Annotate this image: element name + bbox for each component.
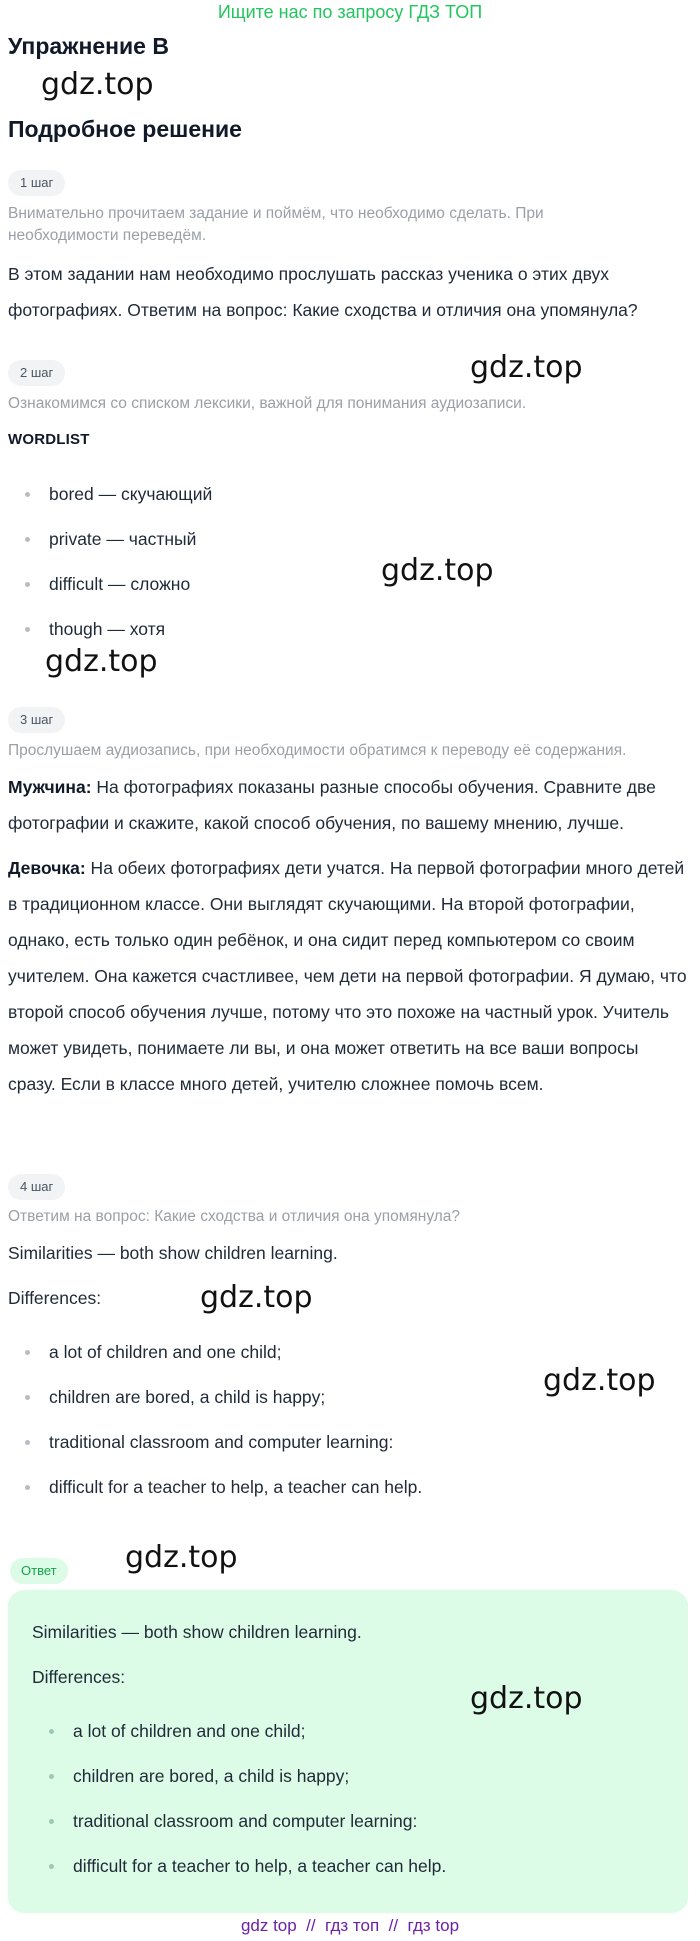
bullet-icon [25, 627, 30, 632]
man-line [8, 769, 688, 841]
search-banner[interactable]: Ищите нас по запросу ГДЗ ТОП [217, 2, 483, 22]
list-item [32, 1719, 632, 1764]
list-item [32, 1764, 632, 1809]
footer-links[interactable]: gdz top // гдз топ // гдз top [240, 1916, 460, 1935]
answer-similarities: Similarities — both show children learning. [32, 1622, 362, 1642]
bullet-icon [49, 1729, 54, 1734]
bullet-icon [25, 582, 30, 587]
list-item-text: children are bored, a child is happy; [49, 1387, 326, 1407]
bullet-icon [25, 1440, 30, 1445]
differences-list [8, 1340, 608, 1520]
list-item [8, 527, 608, 572]
similarities-text: Similarities — both show children learning. [8, 1243, 338, 1263]
answer-badge: Ответ [10, 1558, 68, 1584]
list-item [32, 1809, 632, 1854]
step-1-text: В этом задании нам необходимо прослушать рассказ ученика о этих двух фотографиях. Ответим на вопрос: Какие сходства и отличия она упомянула? [8, 264, 638, 320]
girl-line [8, 850, 688, 1102]
page-title: Упражнение B [8, 33, 169, 59]
watermark: gdz.top [470, 350, 583, 385]
word-difficult: difficult — сложно [49, 574, 191, 594]
answer-list [32, 1719, 632, 1899]
step-1-hint: Внимательно прочитаем задание и поймём, что необходимо сделать. При необходимости переведём. [8, 205, 544, 244]
bullet-icon [25, 1485, 30, 1490]
bullet-icon [25, 537, 30, 542]
wordlist-title: WORDLIST [8, 431, 90, 448]
watermark: gdz.top [45, 644, 158, 679]
list-item [8, 482, 608, 527]
girl-label: Девочка: [8, 858, 86, 878]
watermark: gdz.top [200, 1280, 313, 1315]
step-2-hint: Ознакомимся со списком лексики, важной для понимания аудиозаписи. [8, 395, 527, 412]
step-4-hint: Ответим на вопрос: Какие сходства и отличия она упомянула? [8, 1208, 461, 1225]
section-subtitle: Подробное решение [8, 116, 242, 142]
list-item [8, 1430, 608, 1475]
bullet-icon [25, 1395, 30, 1400]
girl-text: На обеих фотографиях дети учатся. На первой фотографии много детей в традиционном классе. Они выглядят скучающими. На второй фотографии, однако, есть только один ребёнок, и она сидит перед компьютером со своим учителем. Она кажется счастливее, чем дети на первой фотографии. Я думаю, что второй способ обучения лучше, потому что это похоже на частный урок. Учитель может увидеть, понимаете ли вы, и она может ответить на все ваши вопросы сразу. Если в классе много детей, учителю сложнее помочь всем. [8, 858, 687, 1094]
step-badge-4: 4 шаг [8, 1174, 65, 1200]
wordlist [8, 482, 608, 662]
list-item-text: traditional classroom and computer learning: [49, 1432, 394, 1452]
answer-differences-label: Differences: [32, 1667, 126, 1687]
list-item [8, 572, 608, 617]
list-item-text: difficult for a teacher to help, a teacher can help. [73, 1856, 447, 1876]
list-item-text: a lot of children and one child; [49, 1342, 282, 1362]
list-item [8, 1385, 608, 1430]
step-badge-2: 2 шаг [8, 360, 65, 386]
list-item [8, 1475, 608, 1520]
list-item [32, 1854, 632, 1899]
word-private: private — частный [49, 529, 197, 549]
step-badge-3: 3 шаг [8, 707, 65, 733]
list-item-text: difficult for a teacher to help, a teacher can help. [49, 1477, 423, 1497]
watermark: gdz.top [41, 67, 154, 102]
word-though: though — хотя [49, 619, 166, 639]
bullet-icon [25, 1350, 30, 1355]
man-label: Мужчина: [8, 777, 92, 797]
bullet-icon [49, 1774, 54, 1779]
list-item-text: a lot of children and one child; [73, 1721, 306, 1741]
list-item-text: children are bored, a child is happy; [73, 1766, 350, 1786]
differences-label: Differences: [8, 1288, 102, 1308]
list-item-text: traditional classroom and computer learning: [73, 1811, 418, 1831]
step-badge-1: 1 шаг [8, 170, 65, 196]
watermark: gdz.top [470, 1681, 583, 1716]
step-3-hint: Прослушаем аудиозапись, при необходимости обратимся к переводу её содержания. [8, 742, 627, 759]
watermark: gdz.top [381, 553, 494, 588]
watermark: gdz.top [543, 1363, 656, 1398]
bullet-icon [25, 492, 30, 497]
word-bored: bored — скучающий [49, 484, 213, 504]
bullet-icon [49, 1864, 54, 1869]
man-text: На фотографиях показаны разные способы обучения. Сравните две фотографии и скажите, какой способ обучения, по вашему мнению, лучше. [8, 777, 656, 833]
watermark: gdz.top [125, 1540, 238, 1575]
bullet-icon [49, 1819, 54, 1824]
list-item [8, 1340, 608, 1385]
